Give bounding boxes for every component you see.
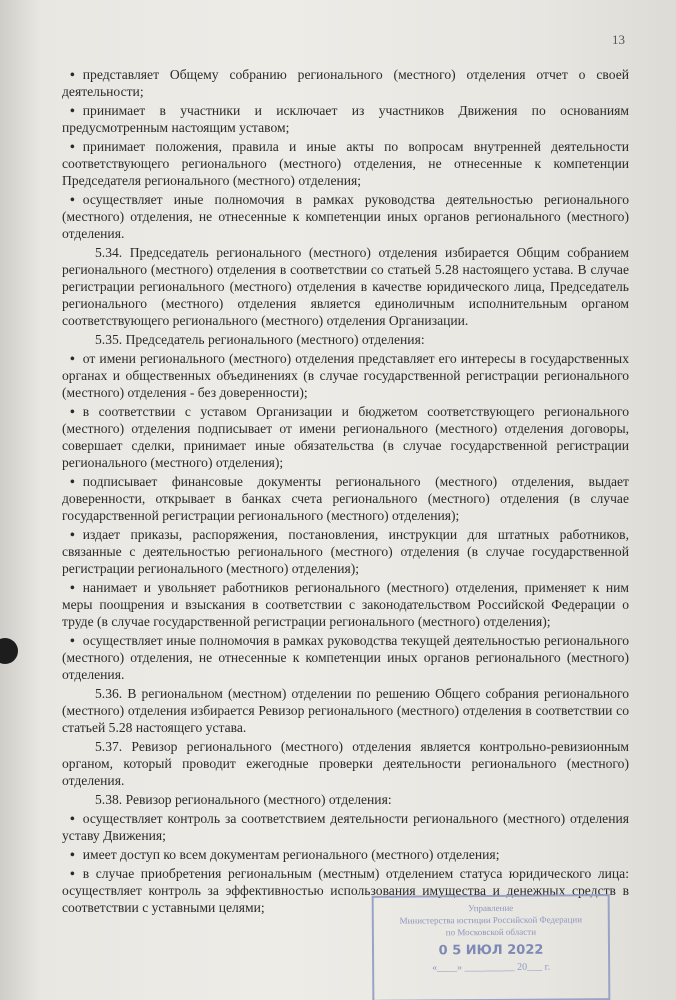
bullet-paragraph bbox=[62, 579, 629, 630]
bullet-dot-icon: • bbox=[70, 351, 75, 366]
bullet-paragraph bbox=[62, 846, 629, 863]
binder-hole bbox=[0, 638, 18, 664]
bullet-paragraph bbox=[62, 138, 629, 189]
bullet-dot-icon: • bbox=[70, 847, 75, 862]
bullet-paragraph bbox=[62, 810, 629, 844]
stamp-line-3: по Московской области bbox=[445, 926, 537, 938]
paragraph-text: подписывает финансовые документы регионального (местного) отделения, выдает доверенности, открывает в банках счета регионального (местного) отделения (в случае государственной регистрации регионального (местного) отделения); bbox=[62, 474, 629, 523]
bullet-paragraph bbox=[62, 473, 629, 524]
bullet-paragraph bbox=[62, 526, 629, 577]
bullet-dot-icon: • bbox=[70, 633, 75, 648]
paragraph-text: в случае приобретения региональным (местным) отделением статуса юридического лица: осуществляет контроль за эффективностью использования имущества и денежных средств в соответствии с уставными целями; bbox=[62, 866, 629, 915]
bullet-dot-icon: • bbox=[70, 474, 75, 489]
bullet-paragraph bbox=[62, 632, 629, 683]
numbered-paragraph bbox=[62, 331, 629, 348]
bullet-paragraph bbox=[62, 403, 629, 471]
bullet-dot-icon: • bbox=[70, 866, 75, 881]
numbered-paragraph bbox=[62, 685, 629, 736]
stamp-sign-line: «____» __________ 20___ г. bbox=[432, 961, 551, 974]
paragraph-text: осуществляет иные полномочия в рамках руководства текущей деятельностью регионального (местного) отделения, не отнесенные к компетенции иных органов регионального (местного) отделения. bbox=[62, 633, 629, 682]
paragraph-text: осуществляет контроль за соответствием деятельности регионального (местного) отделения уставу Движения; bbox=[62, 811, 629, 843]
stamp-line-1: Управление bbox=[468, 902, 514, 914]
paragraph-text: 5.36. В региональном (местном) отделении по решению Общего собрания регионального (местного) отделения избирается Ревизор регионального (местного) отделения в соответствии со статьей 5.28 настоящего устава. bbox=[62, 686, 629, 735]
bullet-dot-icon: • bbox=[70, 192, 75, 207]
paragraph-text: в соответствии с уставом Организации и бюджетом соответствующего регионального (местного) отделения подписывает от имени регионального (местного) отделения договоры, совершает сделки, принимает иные обязательства (в случае государственной регистрации регионального (местного) отделения); bbox=[62, 404, 629, 470]
bullet-dot-icon: • bbox=[70, 527, 75, 542]
bullet-paragraph bbox=[62, 102, 629, 136]
paragraph-text: 5.35. Председатель регионального (местного) отделения: bbox=[95, 332, 425, 347]
numbered-paragraph bbox=[62, 738, 629, 789]
bullet-dot-icon: • bbox=[70, 404, 75, 419]
paragraph-text: нанимает и увольняет работников регионального (местного) отделения, применяет к ним меры поощрения и взыскания в соответствии с законодательством Российской Федерации о труде (в случае государственной регистрации регионального (местного) отделения); bbox=[62, 580, 629, 629]
bullet-paragraph bbox=[62, 350, 629, 401]
bullet-dot-icon: • bbox=[70, 811, 75, 826]
bullet-paragraph bbox=[62, 191, 629, 242]
bullet-dot-icon: • bbox=[70, 580, 75, 595]
page-number: 13 bbox=[612, 32, 625, 47]
paragraph-text: издает приказы, распоряжения, постановления, инструкции для штатных работников, связанные с деятельностью регионального (местного) отделения (в случае государственной регистрации регионального (местного) отделения); bbox=[62, 527, 629, 576]
bullet-paragraph bbox=[62, 66, 629, 100]
paragraph-text: 5.34. Председатель регионального (местного) отделения избирается Общим собранием регионального (местного) отделения в соответствии со статьей 5.28 настоящего устава. В случае регистрации регионального (местного) отделения в качестве юридического лица, Председатель регионального (местного) отделения является единоличным исполнительным органом соответствующего регионального (местного) отделения Организации. bbox=[62, 245, 629, 328]
numbered-paragraph bbox=[62, 791, 629, 808]
document-body bbox=[62, 66, 629, 918]
paragraph-text: принимает в участники и исключает из участников Движения по основаниям предусмотренным настоящим уставом; bbox=[62, 103, 629, 135]
bullet-dot-icon: • bbox=[70, 103, 75, 118]
bullet-dot-icon: • bbox=[70, 67, 75, 82]
numbered-paragraph bbox=[62, 244, 629, 329]
stamp-date: 0 5 ИЮЛ 2022 bbox=[438, 942, 544, 959]
registration-stamp bbox=[372, 894, 611, 1000]
paragraph-text: принимает положения, правила и иные акты по вопросам внутренней деятельности соответствующего регионального (местного) отделения, не отнесенные к компетенции Председателя регионального (местного) отделения; bbox=[62, 139, 629, 188]
paragraph-text: имеет доступ ко всем документам регионального (местного) отделения; bbox=[82, 847, 500, 862]
paragraph-text: представляет Общему собранию регионального (местного) отделения отчет о своей деятельности; bbox=[62, 67, 629, 99]
paragraph-text: осуществляет иные полномочия в рамках руководства деятельностью регионального (местного) отделения, не отнесенные к компетенции иных органов регионального (местного) отделения. bbox=[62, 192, 629, 241]
paragraph-text: 5.37. Ревизор регионального (местного) отделения является контрольно-ревизионным органом, который проводит ежегодные проверки деятельности регионального (местного) отделения. bbox=[62, 739, 629, 788]
paragraph-text: от имени регионального (местного) отделения представляет его интересы в государственных органах и общественных объединениях (в случае государственной регистрации регионального (местного) отделения - без доверенности); bbox=[62, 351, 629, 400]
bullet-dot-icon: • bbox=[70, 139, 75, 154]
paragraph-text: 5.38. Ревизор регионального (местного) отделения: bbox=[95, 792, 392, 807]
stamp-line-2: Министерства юстиции Российской Федерации bbox=[399, 914, 583, 926]
